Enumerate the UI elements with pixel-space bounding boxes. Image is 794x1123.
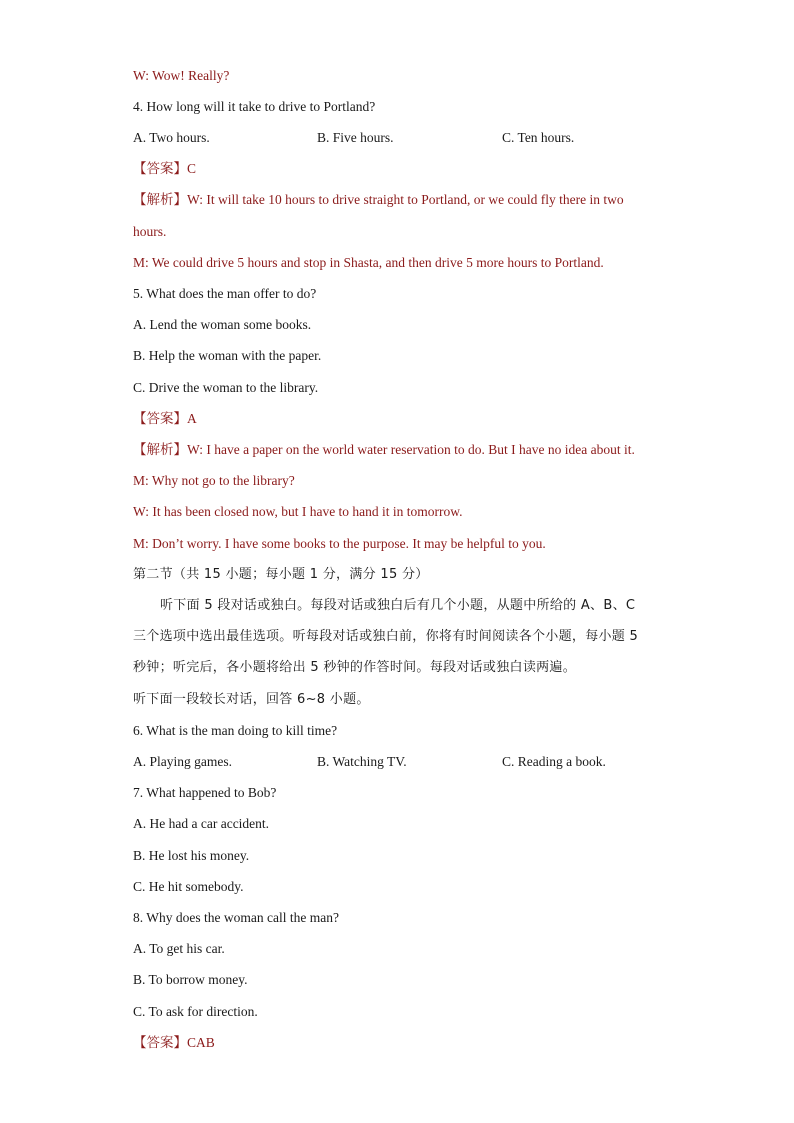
option-b: B. Five hours. [317,130,394,145]
option-c: C. Ten hours. [502,130,575,145]
option-c: C. He hit somebody. [133,879,244,894]
analysis-4-line-2: M: We could drive 5 hours and stop in Shasta, and then drive 5 more hours to Portland. [133,255,604,270]
analysis-4-continued: hours. [133,224,167,239]
option-a: A. He had a car accident. [133,816,270,831]
analysis-5 [133,441,664,459]
answer-6-8: 【答案】CAB [133,1035,215,1050]
analysis-text: W: I have a paper on the world water reservation to do. But I have no idea about it. [187,442,635,457]
analysis-text: W: It will take 10 hours to drive straight to Portland, or we could fly there in two [187,192,624,207]
option-c: C. Reading a book. [502,754,606,769]
option-b: B. He lost his money. [133,848,250,863]
option-b: B. Watching TV. [317,754,407,769]
question-7: 7. What happened to Bob? [133,785,277,800]
option-b: B. Help the woman with the paper. [133,348,322,363]
option-a: A. Two hours. [133,130,210,145]
answer-4: 【答案】C [133,161,197,176]
question-4: 4. How long will it take to drive to Portland? [133,99,376,114]
instructions-line-3: 秒钟；听完后，各小题将给出 5 秒钟的作答时间。每段对话或独白读两遍。 [133,660,577,675]
analysis-label: 【解析】 [133,192,187,207]
section-heading: 第二节（共 15 小题；每小题 1 分，满分 15 分） [133,567,429,582]
analysis-label: 【解析】 [133,442,187,457]
question-5: 5. What does the man offer to do? [133,286,317,301]
option-a: A. Lend the woman some books. [133,317,312,332]
analysis-5-line-2: M: Why not go to the library? [133,473,295,488]
question-8: 8. Why does the woman call the man? [133,910,339,925]
analysis-5-line-3: W: It has been closed now, but I have to hand it in tomorrow. [133,504,463,519]
option-c: C. To ask for direction. [133,1004,258,1019]
option-a: A. To get his car. [133,941,225,956]
instructions-line-1: 听下面 5 段对话或独白。每段对话或独白后有几个小题，从题中所给的 A、B、C [160,598,636,613]
instructions-line-2: 三个选项中选出最佳选项。听每段对话或独白前，你将有时间阅读各个小题，每小题 5 [133,629,639,644]
dialogue-intro: 听下面一段较长对话，回答 6~8 小题。 [133,692,370,707]
option-c: C. Drive the woman to the library. [133,380,319,395]
option-a: A. Playing games. [133,754,232,769]
analysis-5-line-4: M: Don’t worry. I have some books to the purpose. It may be helpful to you. [133,536,546,551]
question-6: 6. What is the man doing to kill time? [133,723,338,738]
dialogue-line: W: Wow! Really? [133,68,230,83]
analysis-4 [133,191,664,209]
option-b: B. To borrow money. [133,972,248,987]
answer-5: 【答案】A [133,411,197,426]
